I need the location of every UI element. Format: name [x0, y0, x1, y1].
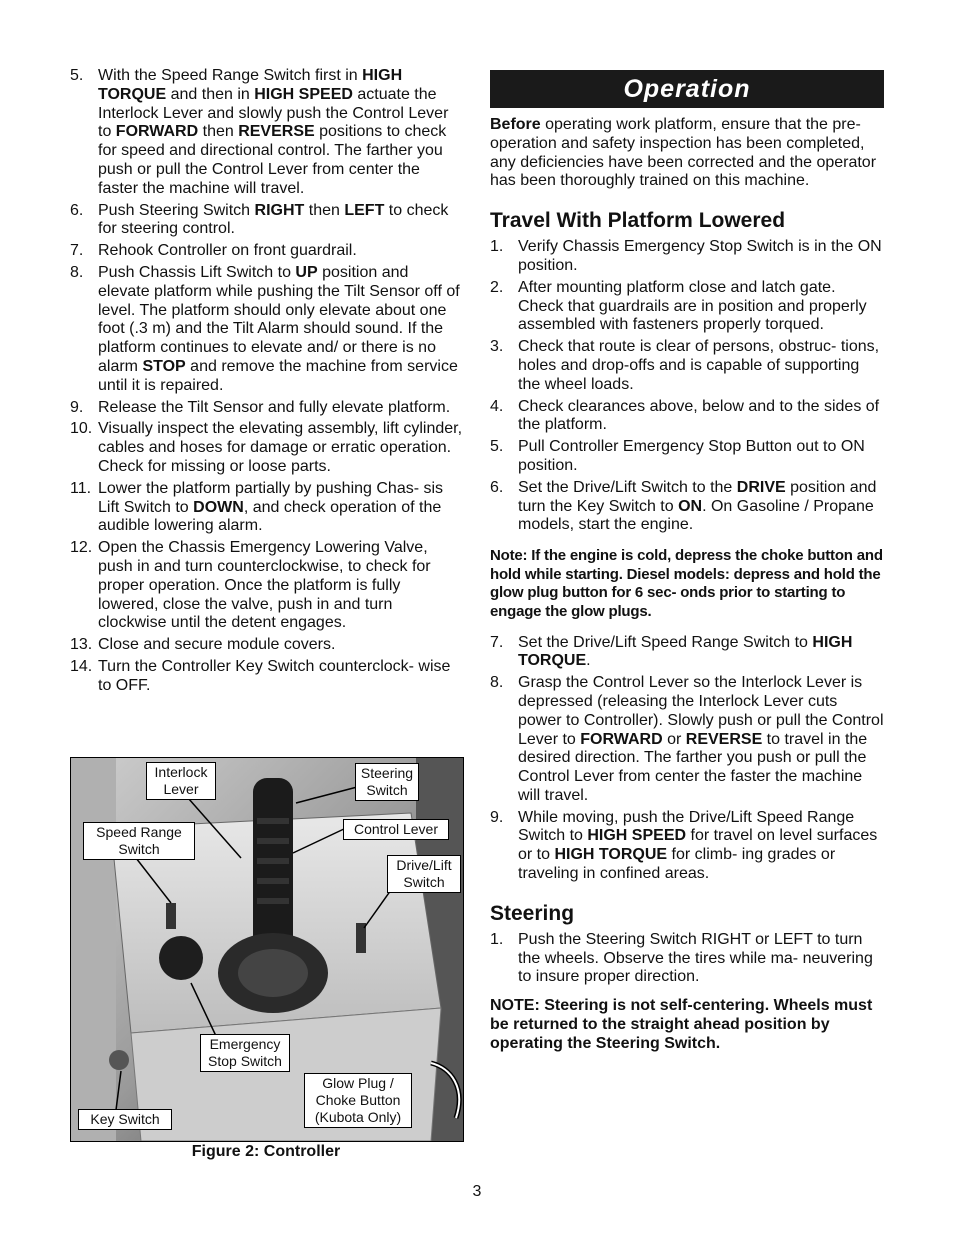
step-text: Pull Controller Emergency Stop Button out to ON position.	[518, 438, 865, 474]
label-emergency-stop-switch: Emergency Stop Switch	[200, 1034, 290, 1072]
step-text: Lower the platform partially by pushing Chas- sis Lift Switch to DOWN, and check operation of the audible lowering alarm.	[98, 479, 444, 535]
list-item	[70, 67, 464, 199]
step-number: 8.	[70, 263, 84, 281]
engine-note: Note: If the engine is cold, depress the choke button and hold while starting. Diesel models: depress and hold the glow plug button for 6 sec- onds prior to starting to engage the glow plugs.	[490, 547, 883, 620]
step-text: Push Chassis Lift Switch to UP position and elevate platform while pushing the Tilt Sensor off of level. The platform should only elevate about one foot (.3 m) and the Tilt Alarm should sound. If the platform continues to elevate and/ or there is no alarm STOP and remove the machine from service until it is repaired.	[98, 263, 460, 394]
list-item	[490, 479, 884, 535]
step-number: 11.	[70, 479, 92, 497]
list-item	[70, 658, 464, 696]
step-number: 8.	[490, 674, 504, 692]
step-number: 3.	[490, 338, 504, 356]
right-column	[490, 70, 884, 1054]
step-number: 5.	[70, 67, 84, 84]
list-item	[490, 238, 884, 276]
label-drive-lift-switch: Drive/Lift Switch	[387, 855, 461, 893]
step-text: Rehook Controller on front guardrail.	[98, 242, 357, 260]
step-text: Verify Chassis Emergency Stop Switch is in the ON position.	[518, 238, 882, 274]
step-text: Open the Chassis Emergency Lowering Valve, push in and turn counterclockwise, to check for proper operation. Once the platform is fully lowered, close the valve, push in and turn clockwise until the detent engages.	[98, 539, 431, 632]
list-item	[490, 674, 884, 806]
step-text: With the Speed Range Switch first in HIGH TORQUE and then in HIGH SPEED actuate the Interlock Lever and slowly push the Control Lever to FORWARD then REVERSE positions to check for speed and directional control. The farther you push or pull the Control Lever from center the faster the machine will travel.	[98, 67, 449, 197]
step-text: Check clearances above, below and to the sides of the platform.	[518, 397, 880, 434]
operation-banner: Operation	[490, 70, 884, 108]
intro-paragraph: Before operating work platform, ensure that the pre-operation and safety inspection has been completed, any deficiencies have been corrected and the operator has been thoroughly trained on this machine.	[490, 116, 877, 190]
step-number: 9.	[70, 398, 84, 416]
step-text: Push the Steering Switch RIGHT or LEFT to turn the wheels. Observe the tires while ma- neuvering to insure proper direction.	[518, 930, 873, 986]
step-text: Visually inspect the elevating assembly, lift cylinder, cables and hoses for damage or erratic operation. Check for missing or loose parts.	[98, 420, 463, 475]
steering-heading: Steering	[490, 901, 575, 925]
step-text: Push Steering Switch RIGHT then LEFT to check for steering control.	[98, 201, 449, 238]
step-text: Set the Drive/Lift Speed Range Switch to HIGH TORQUE.	[518, 633, 853, 670]
list-item	[490, 438, 884, 476]
step-text: Set the Drive/Lift Switch to the DRIVE position and turn the Key Switch to ON. On Gasoline / Propane models, start the engine.	[518, 478, 877, 534]
label-interlock-lever: Interlock Lever	[146, 762, 216, 800]
list-item	[490, 338, 884, 394]
step-text: Turn the Controller Key Switch counterclock- wise to OFF.	[98, 657, 451, 694]
travel-steps-b	[490, 634, 884, 884]
left-column	[70, 67, 464, 699]
list-item	[490, 809, 884, 884]
travel-heading: Travel With Platform Lowered	[490, 209, 786, 233]
step-text: Release the Tilt Sensor and fully elevate platform.	[98, 398, 451, 416]
label-steering-switch: Steering Switch	[355, 763, 419, 801]
step-text: After mounting platform close and latch gate. Check that guardrails are in position and properly assembled with fasteners properly torqued.	[518, 278, 867, 334]
step-number: 9.	[490, 808, 504, 826]
step-number: 4.	[490, 397, 504, 415]
list-item	[70, 264, 464, 396]
step-number: 6.	[70, 201, 84, 219]
step-text: Close and secure module covers.	[98, 636, 336, 654]
list-item	[490, 398, 884, 436]
step-number: 1.	[490, 238, 504, 256]
list-item	[70, 242, 464, 261]
step-number: 1.	[490, 930, 504, 948]
step-number: 7.	[490, 633, 504, 651]
label-control-lever: Control Lever	[343, 819, 449, 840]
step-number: 14.	[70, 657, 93, 675]
inspection-steps	[70, 67, 464, 696]
step-number: 7.	[70, 242, 84, 260]
controller-photo	[70, 757, 464, 1142]
step-text: While moving, push the Drive/Lift Speed Range Switch to HIGH SPEED for travel on level surfaces or to HIGH TORQUE for climb- ing grades or traveling in confined areas.	[518, 808, 878, 883]
list-item	[490, 634, 884, 672]
list-item	[70, 420, 464, 476]
list-item	[70, 636, 464, 655]
label-key-switch: Key Switch	[78, 1109, 172, 1130]
step-number: 13.	[70, 636, 93, 654]
figure-caption: Figure 2: Controller	[191, 1143, 341, 1160]
label-glow-plug-button: Glow Plug / Choke Button (Kubota Only)	[304, 1073, 412, 1128]
step-number: 2.	[490, 278, 504, 296]
list-item	[70, 539, 464, 633]
step-text: Check that route is clear of persons, obstruc- tions, holes and drop-offs and is capable of supporting the wheel loads.	[518, 338, 880, 393]
step-number: 12.	[70, 539, 93, 557]
step-number: 6.	[490, 478, 504, 496]
list-item	[70, 480, 464, 536]
list-item	[70, 202, 464, 240]
list-item	[490, 931, 884, 987]
page-number: 3	[472, 1183, 482, 1200]
travel-steps-a	[490, 238, 884, 535]
step-number: 5.	[490, 438, 504, 456]
step-number: 10.	[70, 420, 93, 438]
steering-note: NOTE: Steering is not self-centering. Wheels must be returned to the straight ahead position by operating the Steering Switch.	[490, 997, 873, 1052]
label-speed-range-switch: Speed Range Switch	[83, 822, 195, 860]
list-item	[490, 279, 884, 335]
list-item	[70, 399, 464, 418]
step-text: Grasp the Control Lever so the Interlock Lever is depressed (releasing the Interlock Lever cuts power to Controller). Slowly push or pull the Control Lever to FORWARD or REVERSE to travel in the desired direction. The farther you push or pull the Control Lever from center the faster the machine will travel.	[518, 674, 884, 804]
steering-steps	[490, 931, 884, 987]
